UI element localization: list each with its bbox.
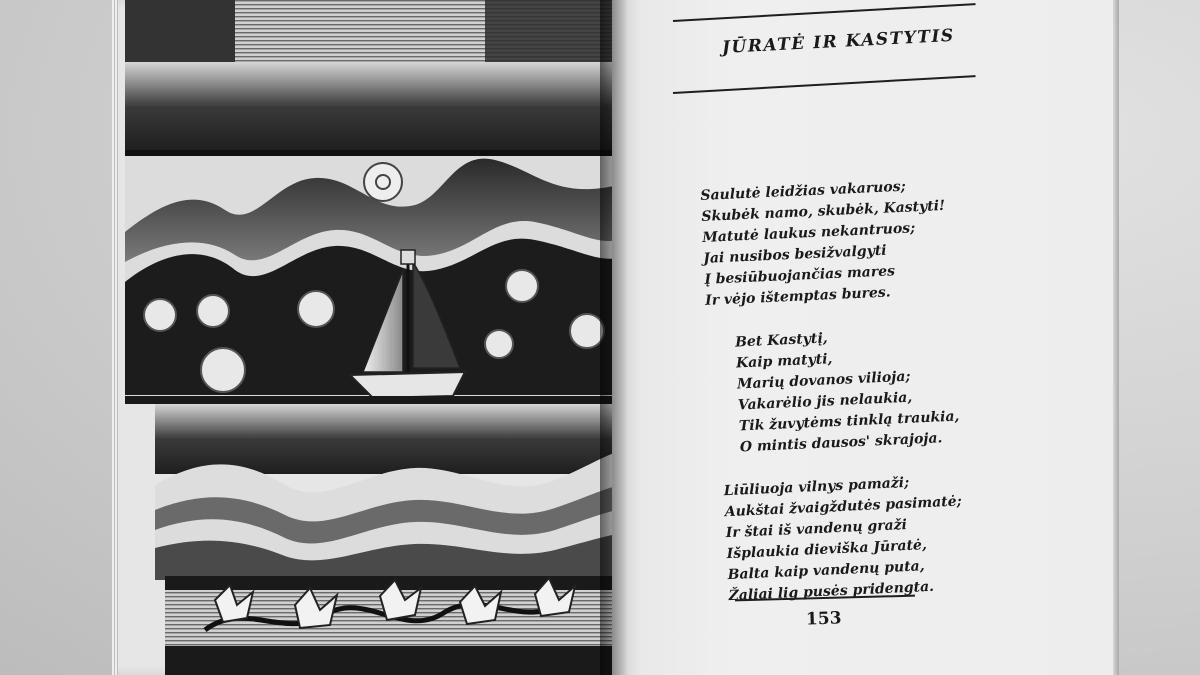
poem-line: O mintis dausos' skrajoja. [739,430,943,456]
poem-line: Ir štai iš vandenų graži [725,516,908,542]
sun-icon [364,163,402,201]
poem-line: Marių dovanos vilioja; [736,368,911,393]
stanza-3 [713,468,1018,607]
sea-divider [125,396,618,404]
stanza-1 [700,172,1005,311]
poem-line: Skubėk namo, skubėk, Kastyti! [701,197,946,225]
poem-line: Kaip matyti, [735,351,833,372]
poem-text [700,172,1020,629]
top-band [125,0,618,62]
poem-line: Išplaukia dieviška Jūratė, [726,537,928,563]
page-number: 153 [805,608,842,630]
poem-line: Bet Kastytį, [734,330,828,351]
sky-band [125,62,618,156]
sea-illustration [125,0,618,675]
poem-line: Tik žuvytėms tinklą traukia, [738,408,960,435]
flower-garland [165,576,618,675]
poem-line: Aukštai žvaigždutės pasimatė; [724,493,963,521]
stanza-2 [707,320,1012,459]
poem-line: Ir vėjo ištemptas bures. [704,284,891,309]
poem-line: Į besiūbuojančias mares [703,263,896,288]
poem-line: Jai nusibos besižvalgyti [702,242,887,267]
poem-title: JŪRATĖ IR KASTYTIS [721,25,956,58]
book-spine-shadow [600,0,628,675]
poem-line: Liūliuoja vilnys pamaži; [723,474,910,500]
poem-line: Balta kaip vandenų puta, [727,558,925,584]
poem-line: Vakarėlio jis nelaukia, [737,389,913,414]
poem-line: Matutė laukus nekantruos; [701,220,916,246]
lower-band [155,404,618,474]
poem-line: Žaliai lig pusės pridengta. [728,578,935,605]
right-page-edge [1113,0,1119,675]
poem-line: Saulutė leidžias vakaruos; [700,178,907,204]
